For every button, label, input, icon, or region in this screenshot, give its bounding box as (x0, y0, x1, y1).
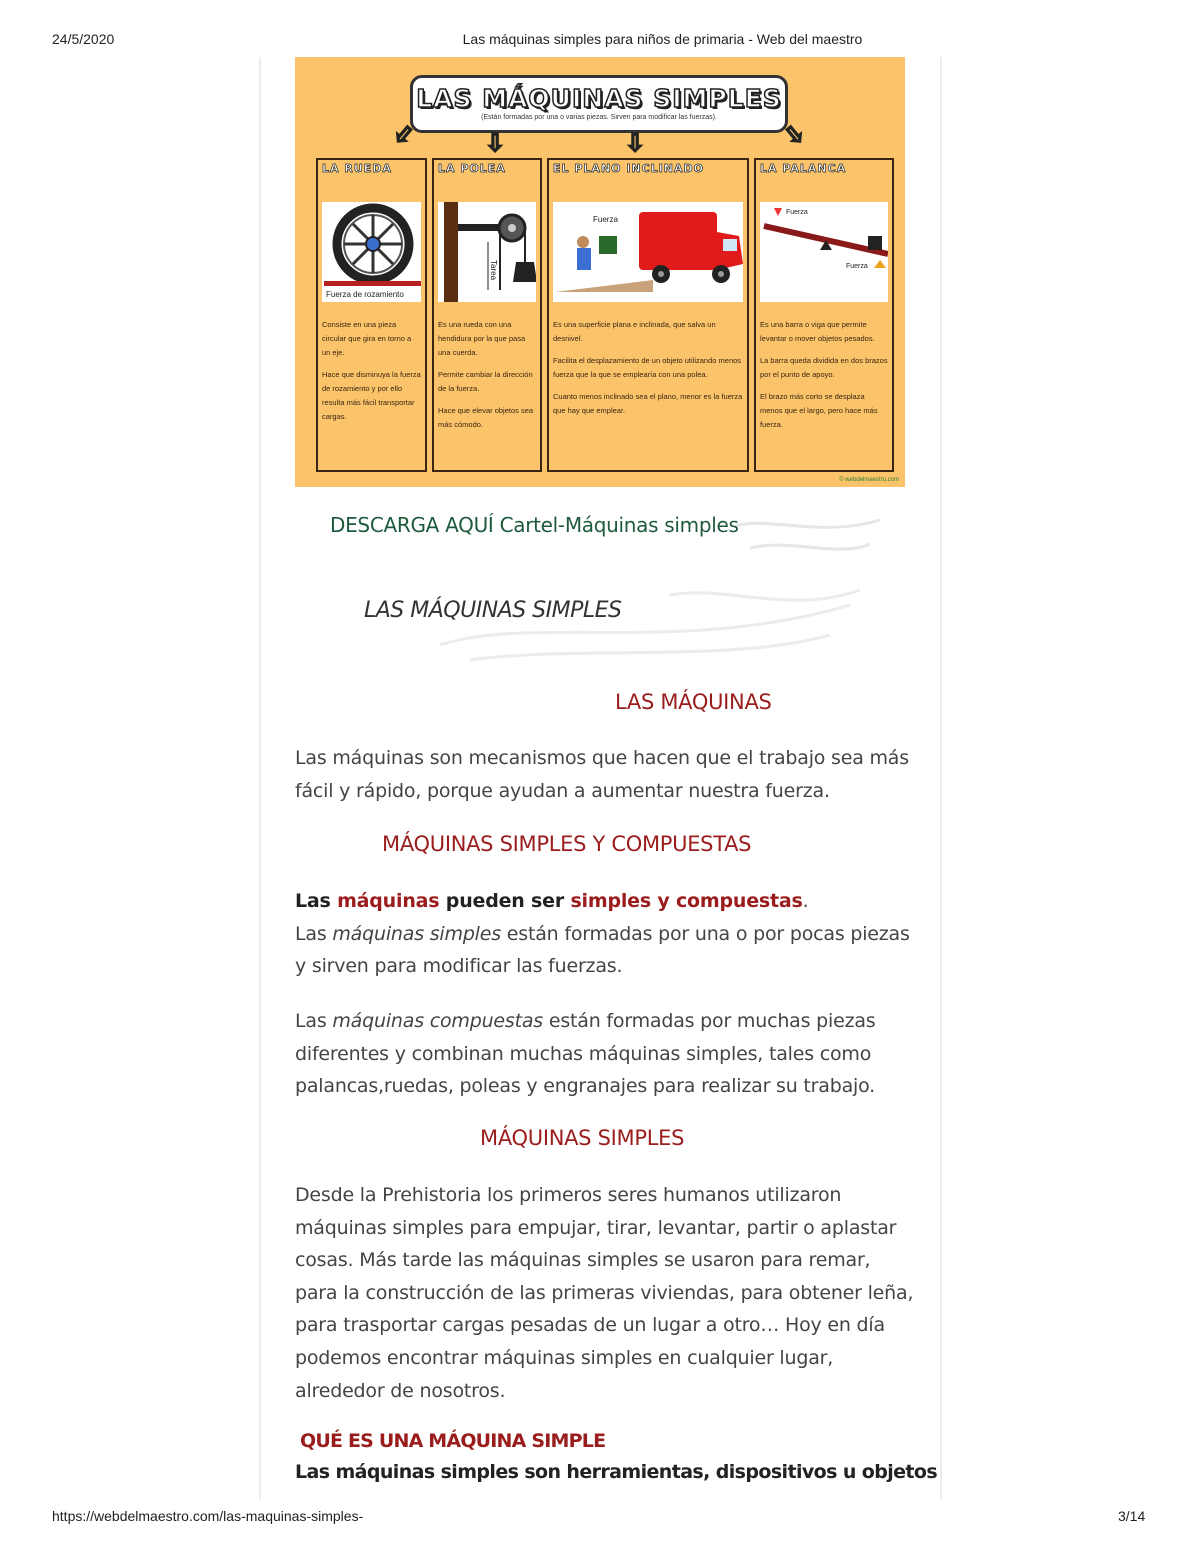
lever-illustration (760, 202, 888, 302)
heading-simples-compuestas: MÁQUINAS SIMPLES Y COMPUESTAS (382, 832, 752, 856)
content-border-left (259, 57, 261, 1499)
lever-label-2: Fuerza (846, 263, 868, 270)
poster-subtitle: (Están formadas por una o varias piezas. Sirven para modificar las fuerzas). (481, 114, 717, 121)
content-border-right (940, 57, 942, 1499)
column-heading: EL PLANO INCLINADO (553, 162, 704, 175)
wheel-illustration (322, 202, 421, 302)
machines-poster[interactable] (295, 57, 905, 487)
arrow-down-icon: ⇩ (485, 130, 506, 157)
poster-column-plano-inclinado (547, 158, 749, 472)
column-heading: LA RUEDA (322, 162, 392, 175)
column-text: Es una barra o viga que permite levantar o mover objetos pesados. La barra queda dividida en dos brazos por el punto de apoyo. El brazo más corto se desplaza menos que el largo, pero hace más fuerza. (760, 320, 888, 429)
paragraph-definicion: Las máquinas simples son herramientas, dispositivos u objetos (295, 1461, 938, 1483)
paragraph-prehistoria: Desde la Prehistoria los primeros seres humanos utilizaron máquinas simples para empujar, tirar, levantar, partir o aplastar cosas. Más tarde las máquinas simples se usaron para remar, para la construcción de las primeras viviendas, para obtener leña, para trasportar cargas pesadas de un lugar a otro… Hoy en día podemos encontrar máquinas simples en cualquier lugar, alrededor de nosotros. (295, 1184, 914, 1402)
print-page-title: Las máquinas simples para niños de primaria - Web del maestro (462, 31, 863, 47)
print-url: https://webdelmaestro.com/las-maquinas-simples- (52, 1508, 364, 1524)
poster-title: LAS MÁQUINAS SIMPLES (416, 84, 782, 113)
heading-las-maquinas: LAS MÁQUINAS (615, 690, 772, 714)
column-heading: LA PALANCA (760, 162, 847, 175)
column-text: Es una rueda con una hendidura por la que pasa una cuerda. Permite cambiar la dirección de la fuerza. Hace que elevar objetos sea más cómodo. (438, 320, 534, 429)
print-date: 24/5/2020 (52, 31, 115, 47)
poster-title-box (410, 75, 788, 133)
pulley-label: Tarea (489, 260, 498, 281)
print-page-number: 3/14 (1118, 1508, 1146, 1524)
plane-label: Fuerza (593, 215, 618, 224)
paragraph-maquinas: Las máquinas son mecanismos que hacen que el trabajo sea más fácil y rápido, porque ayudan a aumentar nuestra fuerza. (295, 747, 909, 802)
arrow-down-icon: ⇩ (778, 118, 812, 153)
column-heading: LA POLEA (438, 162, 506, 175)
lever-label: Fuerza (786, 209, 808, 216)
poster-credit: © webdelmaestro.com (839, 477, 899, 483)
column-text: Es una superficie plana e inclinada, que salva un desnivel. Facilita el desplazamiento de un objeto utilizando menos fuerza que la que se emplearía con una polea. Cuanto menos inclinado sea el plano, menor es la fuerza que hay que emplear. (553, 320, 743, 415)
column-text: Consiste en una pieza circular que gira en torno a un eje. Hace que disminuya la fuerza de rozamiento y por ello resulta más fácil transportar cargas. (322, 320, 421, 421)
pulley-illustration (438, 202, 536, 302)
arrow-down-icon: ⇩ (625, 130, 646, 157)
heading-que-es: QUÉ ES UNA MÁQUINA SIMPLE (300, 1430, 606, 1452)
poster-column-rueda (316, 158, 427, 472)
poster-column-palanca (754, 158, 894, 472)
watermark-scribble (730, 508, 890, 568)
paragraph-compuestas: Las máquinas compuestas están formadas por muchas piezas diferentes y combinan muchas máquinas simples, tales como palancas,ruedas, poleas y engranajes para realizar su trabajo. (295, 1010, 876, 1098)
paragraph-simples-compuestas: Las máquinas pueden ser simples y compuestas. Las máquinas simples están formadas por una o por pocas piezas y sirven para modificar las fuerzas. (295, 890, 910, 978)
heading-maquinas-simples: MÁQUINAS SIMPLES (480, 1126, 685, 1150)
section-title: LAS MÁQUINAS SIMPLES (364, 598, 622, 623)
download-poster-link[interactable]: DESCARGA AQUÍ Cartel-Máquinas simples (330, 513, 739, 537)
poster-column-polea (432, 158, 542, 472)
arrow-down-icon: ⇩ (386, 118, 420, 153)
wheel-label: Fuerza de rozamiento (326, 290, 404, 299)
inclined-plane-illustration (553, 202, 743, 302)
